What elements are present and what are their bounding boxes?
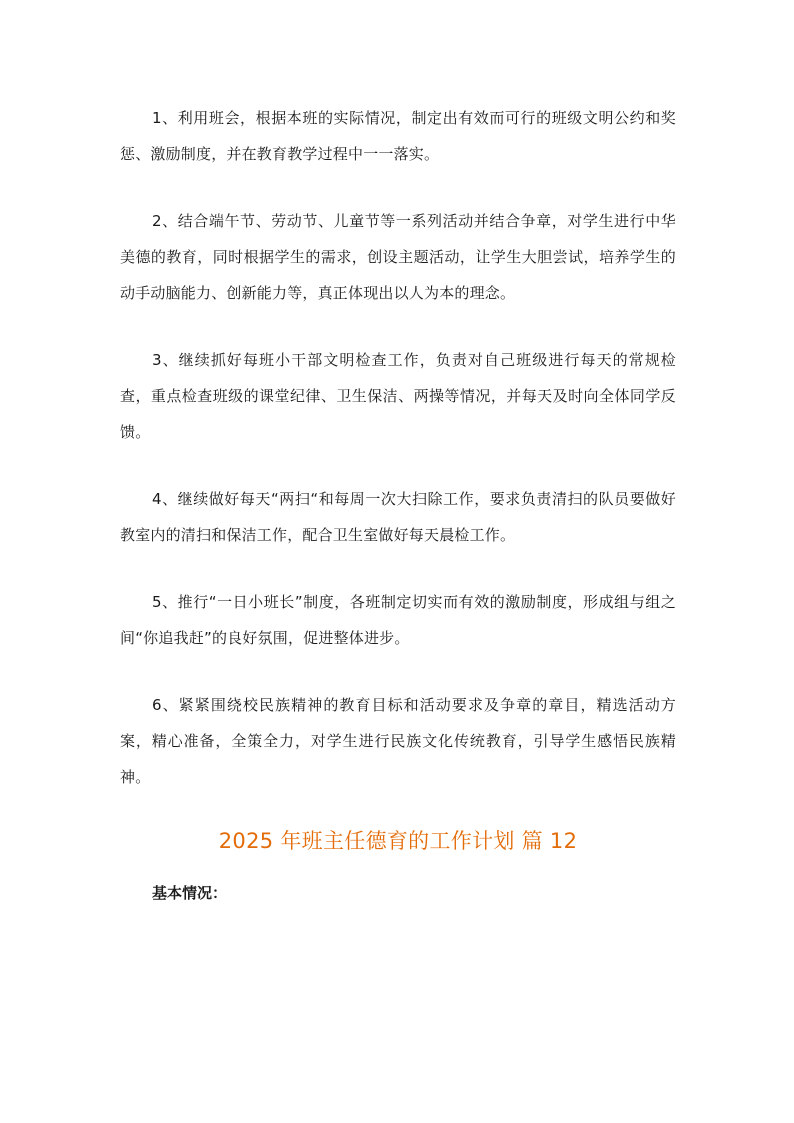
paragraph-4: 4、继续做好每天“两扫“和每周一次大扫除工作，要求负责清扫的队员要做好教室内的清扫和保洁工作，配合卫生室做好每天晨检工作。 [120, 490, 676, 544]
paragraph-3: 3、继续抓好每班小干部文明检查工作，负责对自己班级进行每天的常规检查，重点检查班级的课堂纪律、卫生保洁、两操等情况，并每天及时向全体同学反馈。 [120, 351, 676, 441]
basic-situation-subheading: 基本情况： [152, 884, 228, 902]
paragraph-2: 2、结合端午节、劳动节、儿童节等一系列活动并结合争章，对学生进行中华美德的教育，同时根据学生的需求，创设主题活动，让学生大胆尝试，培养学生的动手动脑能力、创新能力等，真正体现出以人为本的理念。 [120, 212, 676, 302]
document-content [120, 100, 676, 908]
paragraph-5: 5、推行“一日小班长”制度，各班制定切实而有效的激励制度，形成组与组之间“你追我赶”的良好氛围，促进整体进步。 [120, 593, 676, 647]
paragraph-6: 6、紧紧围绕校民族精神的教育目标和活动要求及争章的章目，精选活动方案，精心准备，全策全力，对学生进行民族文化传统教育，引导学生感悟民族精神。 [120, 696, 676, 786]
section-heading: 2025 年班主任德育的工作计划 篇 12 [218, 829, 578, 853]
paragraph-1: 1、利用班会，根据本班的实际情况，制定出有效而可行的班级文明公约和奖惩、激励制度，并在教育教学过程中一一落实。 [120, 109, 676, 163]
